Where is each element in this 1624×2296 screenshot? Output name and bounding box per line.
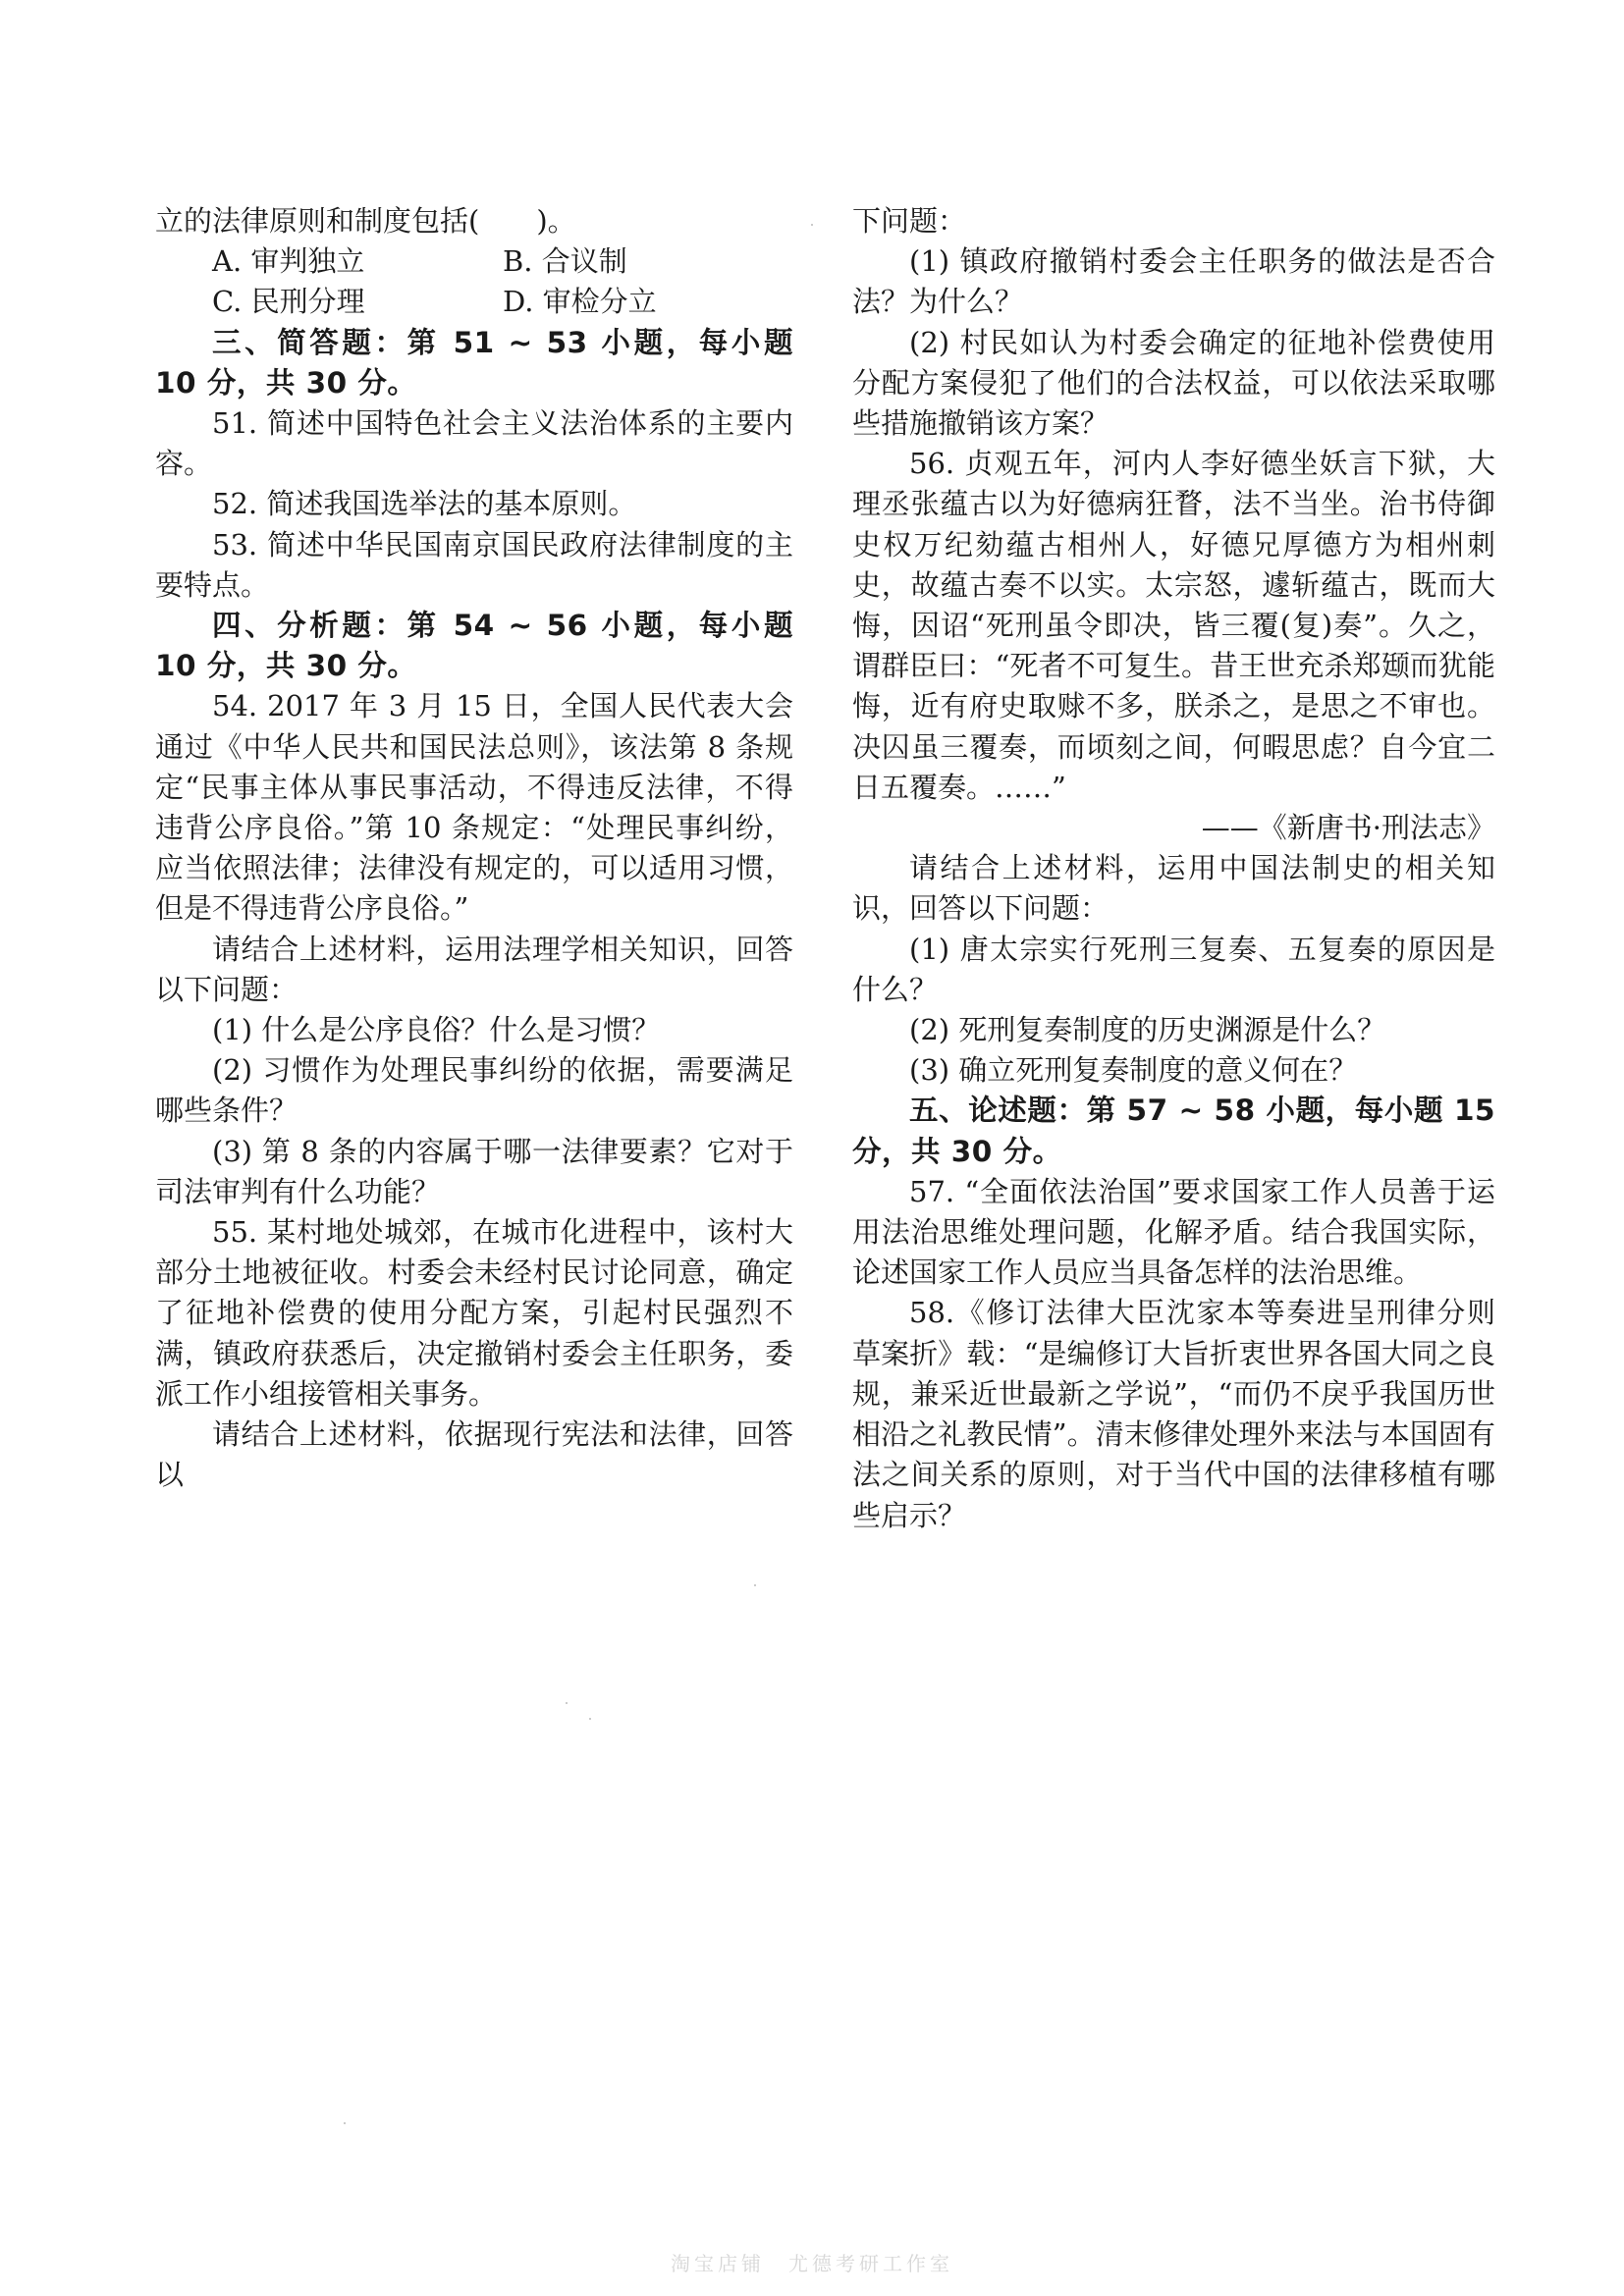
scan-speck xyxy=(589,1718,591,1720)
question-54-prompt: 请结合上述材料，运用法理学相关知识，回答以下问题： xyxy=(155,932,793,1006)
option-a: A. 审判独立 xyxy=(212,244,365,279)
question-56-sub-2: (2) 死刑复奏制度的历史渊源是什么？ xyxy=(909,1013,1386,1047)
option-d: D. 审检分立 xyxy=(503,285,657,319)
question-54-sub-2: (2) 习惯作为处理民事纠纷的依据，需要满足哪些条件？ xyxy=(155,1053,793,1128)
question-55-sub-2: (2) 村民如认为村委会确定的征地补偿费使用分配方案侵犯了他们的合法权益，可以依法采取哪些措施撤销该方案？ xyxy=(852,325,1495,441)
question-54-sub-1: (1) 什么是公序良俗？什么是习惯？ xyxy=(212,1013,661,1047)
question-55-prompt-tail: 下问题： xyxy=(852,204,967,238)
left-column xyxy=(155,201,793,1496)
scan-speck xyxy=(811,224,813,226)
question-58: 58.《修订法律大臣沈家本等奏进呈刑律分则草案折》载：“是编修订大旨折衷世界各国大同之良规，兼采近世最新之学说”，“而仍不戾乎我国历世相沿之礼教民情”。清末修律处理外来法与本国固有法之间关系的原则，对于当代中国的法律移植有哪些启示？ xyxy=(852,1296,1495,1532)
question-56-sub-1: (1) 唐太宗实行死刑三复奏、五复奏的原因是什么？ xyxy=(852,932,1495,1006)
question-55-material: 55. 某村地处城郊，在城市化进程中，该村大部分土地被征收。村委会未经村民讨论同意，确定了征地补偿费的使用分配方案，引起村民强烈不满，镇政府获悉后，决定撤销村委会主任职务，委派工作小组接管相关事务。 xyxy=(155,1215,793,1411)
section-4-title: 四、分析题：第 54 ~ 56 小题，每小题 10 分，共 30 分。 xyxy=(155,609,793,683)
right-column xyxy=(852,201,1495,1536)
question-53: 53. 简述中华民国南京国民政府法律制度的主要特点。 xyxy=(155,527,793,602)
question-56-source: ——《新唐书·刑法志》 xyxy=(1201,811,1495,845)
question-54-sub-3: (3) 第 8 条的内容属于哪一法律要素？它对于司法审判有什么功能？ xyxy=(155,1134,793,1208)
question-55-sub-1: (1) 镇政府撤销村委会主任职务的做法是否合法？为什么？ xyxy=(852,244,1495,319)
q50-options-row2 xyxy=(155,282,793,322)
question-51: 51. 简述中国特色社会主义法治体系的主要内容。 xyxy=(155,406,793,481)
scan-speck xyxy=(344,2122,346,2124)
section-3-title: 三、简答题：第 51 ~ 53 小题，每小题 10 分，共 30 分。 xyxy=(155,325,793,400)
scan-speck xyxy=(566,1702,568,1704)
question-56-sub-3: (3) 确立死刑复奏制度的意义何在？ xyxy=(909,1053,1358,1088)
q50-options-row1 xyxy=(155,241,793,282)
question-57: 57. “全面依法治国”要求国家工作人员善于运用法治思维处理问题，化解矛盾。结合我国实际，论述国家工作人员应当具备怎样的法治思维。 xyxy=(852,1174,1495,1290)
question-56-material: 56. 贞观五年，河内人李好德坐妖言下狱，大理丞张蕴古以为好德病狂瞀，法不当坐。治书侍御史权万纪劾蕴古相州人，好德兄厚德方为相州刺史，故蕴古奏不以实。太宗怒，遽斩蕴古，既而大悔，因诏“死刑虽令即决，皆三覆(复)奏”。久之，谓群臣曰：“死者不可复生。昔王世充杀郑颋而犹能悔，近有府史取赇不多，朕杀之，是思之不审也。决囚虽三覆奏，而顷刻之间，何暇思虑？自今宜二日五覆奏。……” xyxy=(852,447,1495,804)
question-56-prompt: 请结合上述材料，运用中国法制史的相关知识，回答以下问题： xyxy=(852,851,1495,926)
question-54-material: 54. 2017 年 3 月 15 日，全国人民代表大会通过《中华人民共和国民法总则》，该法第 8 条规定“民事主体从事民事活动，不得违反法律，不得违背公序良俗。”第 10 条规定：“处理民事纠纷，应当依照法律；法律没有规定的，可以适用习惯，但是不得违背公序良俗。” xyxy=(155,689,793,926)
option-b: B. 合议制 xyxy=(503,244,627,279)
question-55-prompt: 请结合上述材料，依据现行宪法和法律，回答以 xyxy=(155,1417,793,1492)
scan-speck xyxy=(754,1584,756,1586)
section-5-title: 五、论述题：第 57 ~ 58 小题，每小题 15 分，共 30 分。 xyxy=(852,1094,1495,1168)
question-52: 52. 简述我国选举法的基本原则。 xyxy=(212,487,637,521)
option-c: C. 民刑分理 xyxy=(212,285,365,319)
q50-tail: 立的法律原则和制度包括( )。 xyxy=(155,204,576,238)
footer-watermark: 淘宝店铺 尤德考研工作室 xyxy=(671,2252,953,2275)
